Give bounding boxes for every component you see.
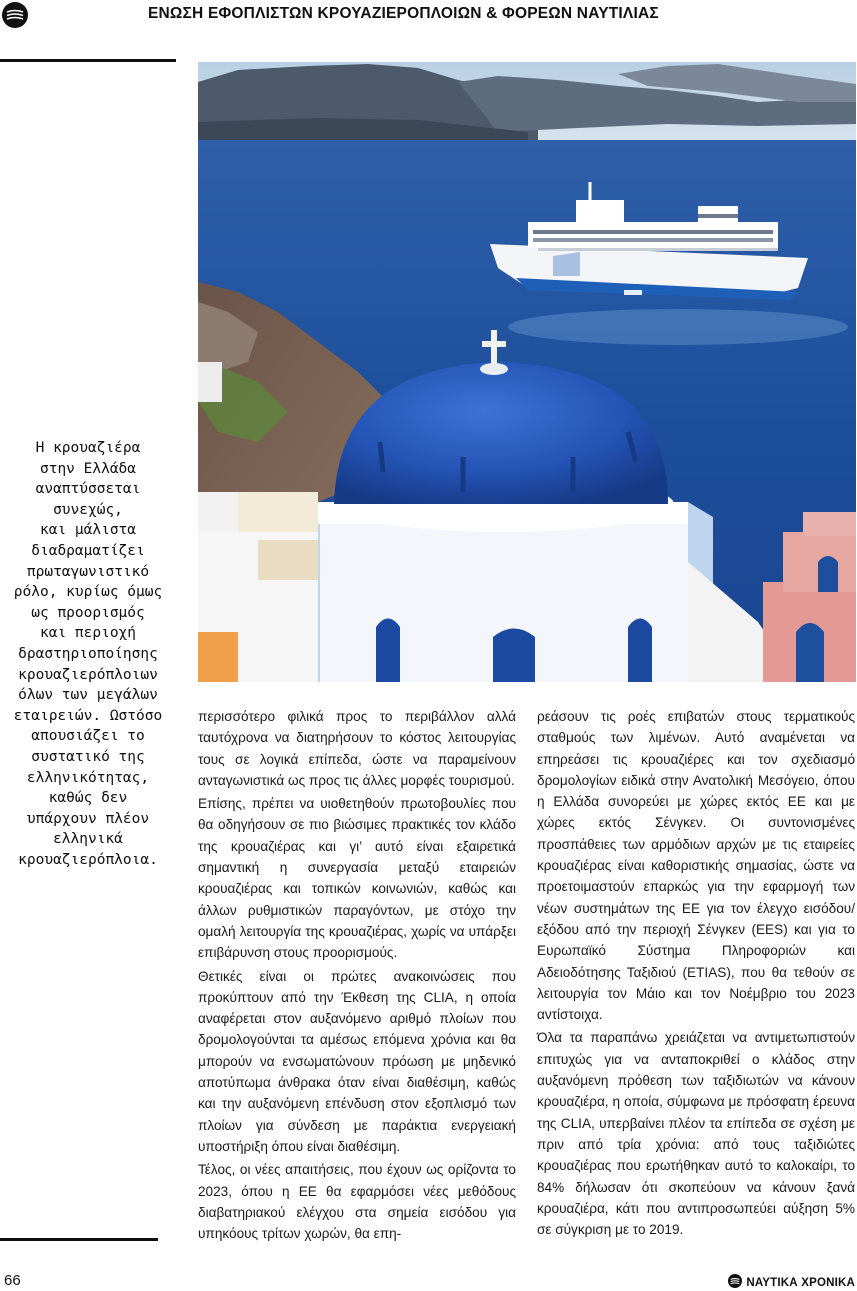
pull-quote-line: στην Ελλάδα — [39, 460, 137, 477]
pull-quote-line: απουσιάζει το — [31, 728, 145, 745]
pull-quote-line: δραστηριοποίησης — [18, 645, 158, 662]
article-paragraph: ρεάσουν τις ροές επιβατών στους τερματικούς σταθμούς των λιμένων. Αυτό αναμένεται να επηρεάσει τις κρουαζιέρες και τον σχεδιασμό δρομολογίων ειδικά στην Ανατολική Μεσόγειο, όπου η Ελλάδα συνορεύει με χώρες εκτός ΕΕ και με χώρες εκτός Σένγκεν. Οι συντονισμένες προσπάθειες των αρμόδιων αρχών με τις εταιρείες κρουαζιέρας είναι καθοριστικής σημασίας, ώστε να προετοιμαστούν επαρκώς για την εφαρμογή των νέων συστημάτων της ΕΕ για τον έλεγχο εισόδου/εξόδου από την περιοχή Σένγκεν (EES) και για το Ευρωπαϊκό Σύστημα Πληροφοριών και Αδειοδότησης Ταξιδιού (ETIAS), που θα τεθούν σε λειτουργία τον Μάιο και τον Νοέμβριο του 2023 αντίστοιχα. — [537, 709, 855, 1023]
page-number: 66 — [4, 1272, 21, 1289]
pull-quote-line: αναπτύσσεται — [35, 481, 141, 498]
pull-quote-line: και περιοχή — [39, 625, 137, 642]
pull-quote-line: υπάρχουν πλέον — [26, 810, 150, 827]
brand-logo-icon — [728, 1274, 742, 1291]
pull-quote-line: συστατικό της — [31, 748, 145, 765]
article-paragraph: Θετικές είναι οι πρώτες ανακοινώσεις που προκύπτουν από την Έκθεση της CLIA, η οποία αναφέρεται στον αυξανόμενο αριθμό πλοίων που δρομολογούνται τα αμέσως επόμενα χρόνια και θα μπορούν να ενσωματώνουν πρόωση με μηδενικό αποτύπωμα άνθρακα όταν είναι διαθέσιμη, καθώς και την αυξανόμενη επένδυση στον εξοπλισμό των πλοίων για σύνδεση με παράκτια ενεργειακή υποστήριξη όπου είναι διαθέσιμη. — [198, 968, 516, 1154]
pull-quote-line: καθώς δεν — [48, 790, 128, 807]
pull-quote — [0, 438, 176, 870]
article-column-1 — [198, 706, 516, 1246]
brand-name: ΝΑΥΤΙΚΑ ΧΡΟΝΙΚΑ — [746, 1276, 855, 1289]
santorini-cruise-photo — [198, 62, 856, 682]
pull-quote-line: ρόλο, κυρίως όμως — [13, 584, 163, 601]
pull-quote-line: όλων των μεγάλων — [18, 687, 158, 704]
article-paragraph: Όλα τα παραπάνω χρειάζεται να αντιμετωπιστούν επιτυχώς για να ανταποκριθεί ο κλάδος στην αυξανόμενη πρόθεση των ταξιδιωτών να κάνουν κρουαζιέρα, η οποία, σύμφωνα με πρόσφατη έρευνα της CLIA, υπερβαίνει πλέον τα επίπεδα σε σχέση με πριν από τρία χρόνια: από τους ταξιδιώτες κρουαζιέρας που ερωτήθηκαν αυτό το καλοκαίρι, το 84% δήλωσαν ότι σκοπεύουν να κάνουν ξανά κρουαζιέρα, κάτι που αντιπροσωπεύει αύξηση 5% σε σύγκριση με το 2019. — [537, 1030, 855, 1238]
article-column-2 — [537, 706, 855, 1242]
pull-quote-line: Η κρουαζιέρα — [35, 440, 141, 456]
pull-quote-line: ως προορισμός — [31, 604, 145, 621]
pull-quote-line: κρουαζιερόπλοια. — [18, 851, 158, 868]
pull-quote-line: συνεχώς, — [53, 501, 123, 518]
footer-divider — [0, 1238, 158, 1241]
article-paragraph: περισσότερο φιλικά προς το περιβάλλον αλλά ταυτόχρονα να διατηρήσουν το κόστος λειτουργίας τους σε λογικά επίπεδα, ώστε να παραμείνουν ανταγωνιστικά ως προς τις άλλες μορφές τουρισμού. — [198, 709, 516, 788]
pull-quote-line: εταιρειών. Ωστόσο — [13, 707, 163, 724]
header-divider — [0, 59, 176, 62]
pull-quote-line: κρουαζιερόπλοιων — [18, 666, 158, 683]
section-header-title: ΕΝΩΣΗ ΕΦΟΠΛΙΣΤΩΝ ΚΡΟΥΑΖΙΕΡΟΠΛΟΙΩΝ & ΦΟΡΕΩΝ ΝΑΥΤΙΛΙΑΣ — [148, 5, 659, 22]
publication-logo-icon — [2, 2, 28, 28]
pull-quote-line: πρωταγωνιστικό — [26, 563, 150, 580]
pull-quote-line: ελληνικότητας, — [26, 769, 150, 786]
pull-quote-line: και μάλιστα — [39, 522, 137, 539]
pull-quote-line: ελληνικά — [53, 831, 123, 848]
pull-quote-line: διαδραματίζει — [31, 542, 145, 559]
article-paragraph: Τέλος, οι νέες απαιτήσεις, που έχουν ως ορίζοντα το 2023, όπου η ΕΕ θα εφαρμόσει νέες μεθόδους διαβατηριακού ελέγχου στα σημεία εισόδου για υπηκόους τρίτων χωρών, θα επη- — [198, 1162, 516, 1242]
article-paragraph: Επίσης, πρέπει να υιοθετηθούν πρωτοβουλίες που θα οδηγήσουν σε πιο βιώσιμες πρακτικές τον κλάδο της κρουαζιέρας και γι’ αυτό είναι εξαιρετικά σημαντική η συνεργασία μεταξύ εταιρειών κρουαζιέρας και τοπικών κοινωνιών, καθώς και άλλων ρυθμιστικών παραγόντων, με στόχο την ομαλή λειτουργία της κρουαζιέρας, χωρίς να υπάρξει επιβάρυνση στους προορισμούς. — [198, 796, 516, 961]
footer-brand — [728, 1274, 855, 1291]
